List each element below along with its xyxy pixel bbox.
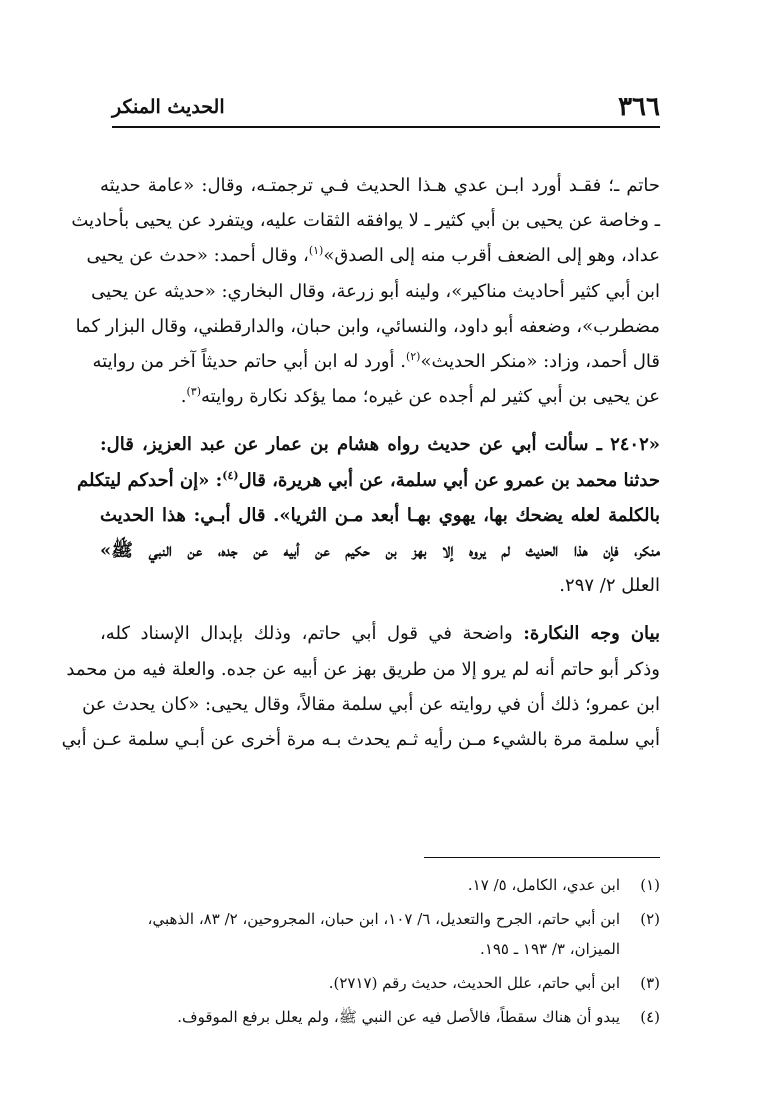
main-text [61,168,660,757]
text-span: عن يحيى بن أبي كثير لم أجده عن غيره؛ مما يؤكد نكارة روايته [201,386,660,408]
header-rule [112,126,660,128]
page-header [112,90,660,126]
footnotes [100,870,660,1036]
footnote [100,870,660,900]
footnote-text: ابن عدي، الكامل، ٥/ ١٧. [467,876,620,894]
footnote-number: (٤) [640,1008,660,1026]
text-line: «٢٤٠٢ ـ سألت أبي عن حديث رواه هشام بن عمار عن عبد العزيز، قال: [100,434,660,456]
footnote [100,904,660,964]
text-line: مضطرب»، وضعفه أبو داود، والنسائي، وابن حبان، والدارقطني، وقال البزار كما [75,315,660,337]
text-line [92,344,660,379]
footnote-text: ابن أبي حاتم، علل الحديث، حديث رقم (٢٧١٧). [328,974,620,992]
footnote-number: (١) [640,876,660,894]
footnote [100,968,660,998]
text-line: ـ وخاصة عن يحيى بن أبي كثير ـ لا يوافقه الثقات عليه، ويتفرد عن يحيى بأحاديث [71,210,660,232]
footnote [100,1002,660,1032]
footnote-ref[interactable]: (٣) [186,385,201,399]
text-line [100,616,660,651]
text-span: عداد، وهو إلى الضعف أقرب منه إلى الصدق» [323,245,660,267]
footnote-ref[interactable]: (٤) [222,468,239,482]
text-span: . أورد له ابن أبي حاتم حديثاً آخر من روايته [92,351,406,373]
footnote-ref[interactable]: (٢) [405,350,421,364]
footnote-ref[interactable]: (١) [308,244,324,258]
source-citation: العلل ٢/ ٢٩٧. [559,575,660,597]
running-title: الحديث المنكر [112,96,225,118]
text-line: ابن أبي كثير أحاديث مناكير»، ولينه أبو زرعة، وقال البخاري: «حديثه عن يحيى [91,280,660,302]
text-line: منكر، فإن هذا الحديث لم يروه إلا بهز بن حكيم عن أبيه عن جده، عن النبي ﷺ» [100,540,660,562]
text-span: حدثنا محمد بن عمرو عن أبي سلمة، عن أبي هريرة، قال [238,469,660,491]
footnote-text: يبدو أن هناك سقطاً، فالأصل فيه عن النبي ﷺ، ولم يعلل برفع الموقوف. [177,1008,620,1026]
paragraph-2-quote [77,427,660,603]
page-number: ٣٦٦ [618,92,660,122]
text-line: وذكر أبو حاتم أنه لم يرو إلا من طريق بهز عن أبيه عن جده. والعلة فيه من محمد [66,658,660,680]
paragraph-3 [61,616,660,757]
text-span: : «إن أحدكم ليتكلم [77,469,223,491]
text-line [86,238,660,273]
text-line [77,463,660,498]
paragraph-1 [71,168,660,414]
text-line [100,379,660,414]
footnote-number: (٣) [640,974,660,992]
footnote-number: (٢) [640,910,660,928]
text-line: أبي سلمة مرة بالشيء مـن رأيه ثـم يحدث بـه مرة أخرى عن أبـي سلمة عـن أبي [61,729,660,751]
text-span: ، وقال أحمد: «حدث عن يحيى [86,245,309,267]
section-lead: بيان وجه النكارة: [523,623,660,645]
text-span: واضحة في قول أبي حاتم، وذلك بإبدال الإسناد كله، [100,623,524,645]
footnote-text: ابن أبي حاتم، الجرح والتعديل، ٦/ ١٠٧، ابن حبان، المجروحين، ٢/ ٨٣، الذهبي، الميزان، ٣/ ١٩٣ ـ ١٩٥. [147,910,620,958]
text-line: حاتم ـ؛ فقـد أورد ابـن عدي هـذا الحديث فـي ترجمتـه، وقال: «عامة حديثه [100,175,660,196]
text-line: ابن عمرو؛ ذلك أن في روايته عن أبي سلمة مقالاً، وقال يحيى: «كان يحدث عن [82,693,660,715]
text-line: بالكلمة لعله يضحك بها، يهوي بهـا أبعد مـن الثريا». قال أبـي: هذا الحديث [100,504,660,526]
footnote-rule [424,857,660,858]
text-span: قال أحمد، وزاد: «منكر الحديث» [420,351,660,373]
text-span: . [180,386,187,408]
